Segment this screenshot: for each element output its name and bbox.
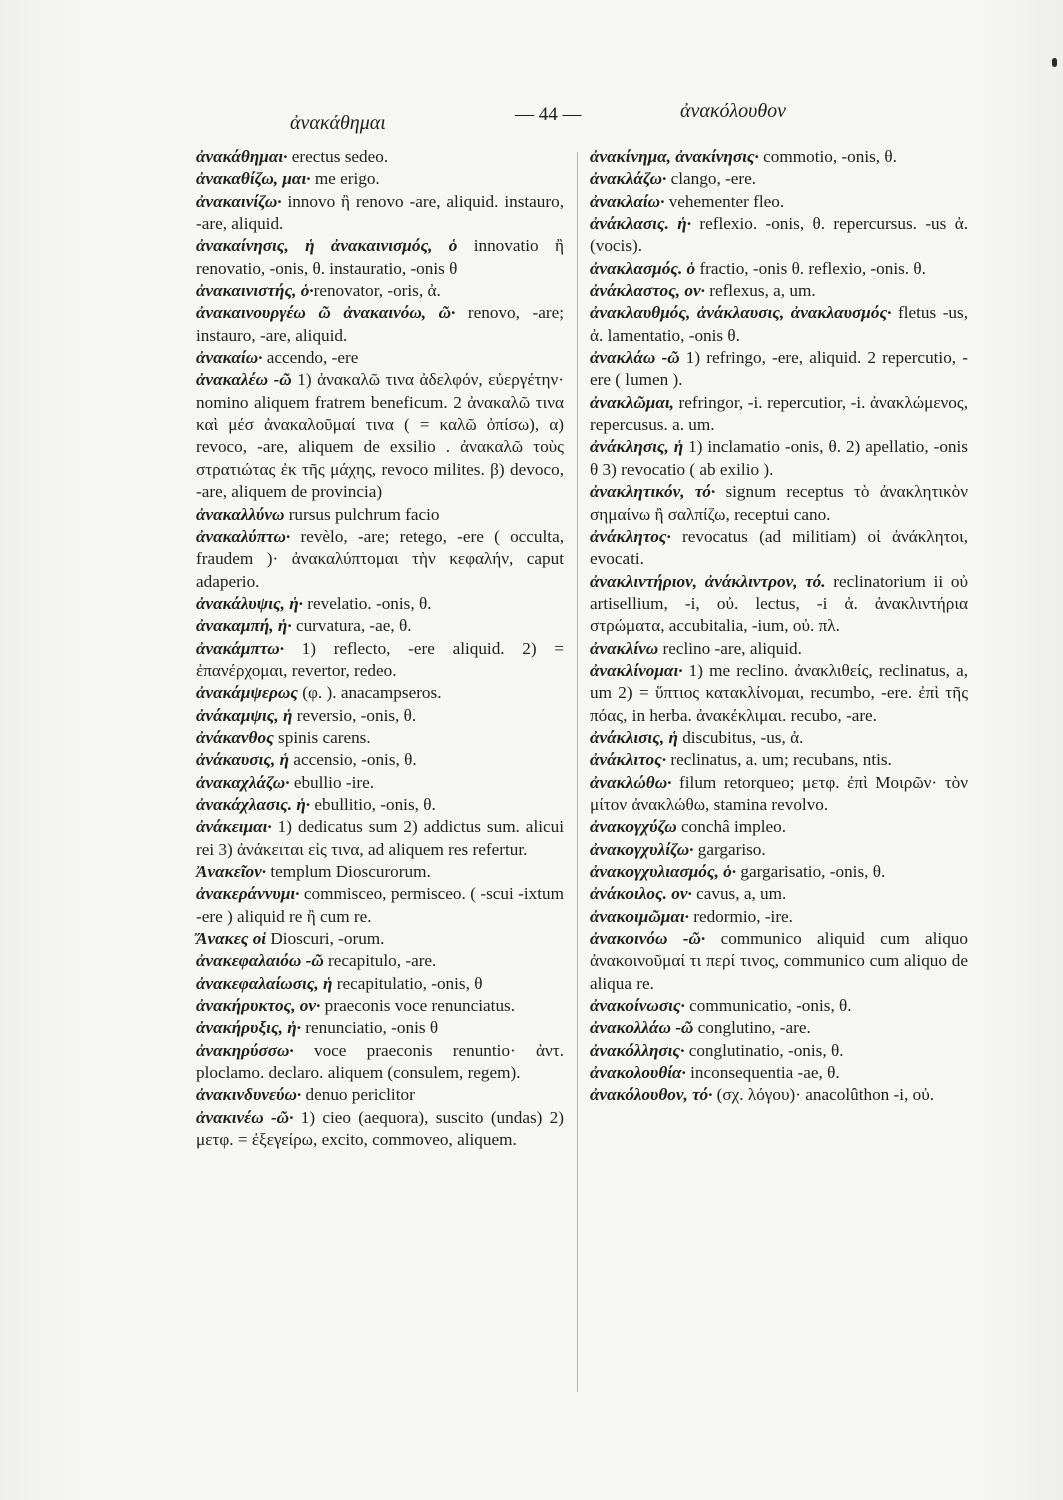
entry-definition: praeconis voce renunciatus. (320, 996, 516, 1016)
dictionary-entry (590, 749, 968, 771)
entry-definition: reclinatus, a. um; recubans, ntis. (666, 750, 892, 770)
header-right-guide-word: ἀνακόλουθον (680, 100, 787, 122)
entry-headword: ἀνακοιμῶμαι· (590, 906, 689, 926)
dictionary-entry (196, 235, 564, 280)
entry-headword: ἀνακάμψερως (196, 683, 298, 703)
entry-definition: redormio, -ire. (688, 906, 793, 926)
dictionary-entry (590, 347, 968, 392)
entry-definition: ebullio -ire. (289, 772, 374, 792)
right-column (590, 146, 968, 1107)
entry-headword: ἀνάκαμψις, ἡ (196, 705, 293, 725)
running-head (180, 100, 880, 136)
entry-definition: gargariso. (693, 839, 766, 859)
entry-headword: ἀνακαίω· (196, 348, 263, 368)
entry-definition: clango, -ere. (666, 169, 757, 189)
entry-definition: conglutinatio, -onis, θ. (684, 1040, 844, 1060)
entry-headword: ἀνακάμπτω· (196, 638, 284, 658)
dictionary-entry (196, 973, 564, 995)
entry-headword: ἀνακεράννυμι· (196, 884, 300, 904)
entry-definition: renovo, -are; instauro, -are, aliquid. (196, 303, 564, 345)
entry-headword: ἀνάκλισις, ἡ (590, 727, 678, 747)
entry-headword: ἀνακήρυξις, ἡ· (196, 1018, 301, 1038)
entry-headword: ἀνακλώθω· (590, 772, 672, 792)
entry-headword: ἀνακλητικόν, τό· (590, 482, 716, 502)
dictionary-entry (196, 146, 564, 168)
entry-headword: ἀνακλῶμαι, (590, 392, 674, 412)
entry-definition: spinis carens. (273, 727, 371, 747)
entry-headword: ἀνακαμπή, ἡ· (196, 616, 292, 636)
entry-definition: voce praeconis renuntio· ἀντ. ploclamo. declaro. aliquem (consulem, regem). (196, 1040, 564, 1083)
header-left-guide-word: ἀνακάθημαι (290, 112, 386, 134)
entry-headword: ἀνακαχλάζω· (196, 772, 290, 792)
entry-headword: ἀνακινέω -ῶ· (196, 1107, 294, 1127)
dictionary-entry (590, 302, 968, 347)
entry-headword: ἀνακλάω -ῶ (590, 348, 680, 368)
dictionary-entry (196, 1107, 564, 1152)
entry-definition: renovator, -oris, ἀ. (313, 281, 441, 301)
entry-headword: ἀνακλάζω· (590, 169, 667, 189)
page-speck (1052, 58, 1057, 67)
entry-definition: denuo periclitor (301, 1085, 415, 1105)
entry-definition: accendo, -ere (262, 348, 359, 368)
entry-definition: reflexio. -onis, θ. repercursus. -us ἀ. (vocis). (590, 214, 968, 256)
dictionary-entry (196, 526, 564, 593)
entry-headword: ἀνάκλησις, ἡ (590, 437, 684, 457)
dictionary-entry (590, 660, 968, 727)
dictionary-entry (590, 727, 968, 749)
dictionary-entry (590, 258, 968, 280)
entry-headword: ἀνακοινόω -ῶ· (590, 929, 706, 949)
entry-headword: ἀνακάθημαι· (196, 147, 288, 166)
entry-headword: ἀνακάχλασις. ἡ· (196, 794, 311, 814)
entry-definition: ebullitio, -onis, θ. (310, 794, 436, 814)
entry-definition: 1) me reclino. ἀνακλιθείς, reclinatus, a, um 2) = ὕπτιος κατακλίνομαι, recumbo, -ere. ἐπὶ τῆς πόας, in herba. ἀνακέκλιμαι. recubo, -are. (590, 660, 968, 725)
dictionary-entry (196, 168, 564, 190)
dictionary-entry (196, 727, 564, 749)
dictionary-entry (590, 436, 968, 481)
entry-definition: vehementer fleo. (664, 191, 785, 211)
dictionary-entry (590, 995, 968, 1017)
entry-definition: reclino -are, aliquid. (658, 638, 802, 658)
entry-headword: ἀνακολουθία· (590, 1063, 686, 1083)
entry-definition: templum Dioscurorum. (266, 862, 431, 881)
dictionary-entry (590, 883, 968, 905)
entry-headword: ἀνακόλλησις· (590, 1040, 685, 1060)
entry-headword: ἀνακαλέω -ῶ (196, 370, 292, 390)
entry-headword: ἀνακήρυκτος, ον· (196, 996, 321, 1016)
entry-headword: ἀνακαλύπτω· (196, 526, 291, 546)
entry-headword: ἀνάκειμαι· (196, 817, 272, 837)
dictionary-entry (196, 191, 564, 236)
dictionary-entry (590, 772, 968, 817)
entry-definition: commisceo, permisceo. ( -scui -ixtum -ere ) aliquid re ἢ cum re. (196, 884, 564, 926)
dictionary-entry (590, 839, 968, 861)
entry-headword: ἀνάκλιτος· (590, 750, 667, 770)
entry-definition: discubitus, -us, ἀ. (677, 727, 804, 747)
dictionary-entry (590, 1040, 968, 1062)
dictionary-entry (196, 369, 564, 503)
entry-definition: reflexus, a, um. (704, 281, 816, 301)
entry-headword: ἀνακαινιστής, ὁ· (196, 281, 314, 301)
dictionary-entry (590, 1084, 968, 1106)
entry-definition: recapitulo, -are. (323, 951, 437, 971)
dictionary-entry (590, 168, 968, 190)
entry-definition: gargarisatio, -onis, θ. (736, 862, 886, 881)
entry-definition: revèlo, -are; retego, -ere ( occulta, fraudem )· ἀνακαλύπτομαι τὴν κεφαλήν, caput adaperio. (196, 526, 564, 591)
dictionary-entry (196, 682, 564, 704)
dictionary-entry (590, 191, 968, 213)
entry-headword: ἀνακεφαλαιόω -ῶ (196, 951, 324, 971)
entry-headword: ἀνάκλαστος, ον· (590, 281, 705, 301)
entry-definition: renunciatio, -onis θ (300, 1018, 439, 1038)
entry-definition: fractio, -onis θ. reflexio, -onis. θ. (695, 258, 926, 278)
dictionary-entry (196, 593, 564, 615)
dictionary-entry (590, 861, 968, 883)
entry-definition: (σχ. λόγου)· anacolûthon -i, οὐ. (712, 1085, 935, 1105)
entry-definition: 1) reflecto, -ere aliquid. 2) = ἐπανέρχομαι, revertor, redeo. (196, 638, 564, 680)
dictionary-entry (590, 928, 968, 995)
entry-headword: ἀνακίνημα, ἀνακίνησις· (590, 147, 759, 166)
dictionary-entry (590, 392, 968, 437)
entry-headword: ἀνακεφαλαίωσις, ἡ (196, 973, 333, 993)
entry-definition: signum receptus τὸ ἀνακλητικὸν σημαίνω ἢ σαλπίζω, receptui cano. (590, 482, 968, 524)
entry-headword: ἀνακινδυνεύω· (196, 1085, 302, 1105)
dictionary-entry (196, 1017, 564, 1039)
dictionary-entry (590, 638, 968, 660)
entry-headword: ἀνακλιντήριον, ἀνάκλιντρον, τό. (590, 571, 826, 591)
dictionary-entry (196, 995, 564, 1017)
entry-headword: ἀνακολλάω -ῶ (590, 1018, 694, 1038)
entry-headword: ἀνάκοιλος. ον· (590, 884, 692, 904)
dictionary-entry (196, 638, 564, 683)
entry-headword: ἀνακλίνομαι· (590, 660, 683, 680)
dictionary-entry (590, 481, 968, 526)
entry-definition: filum retorqueo; μετφ. ἐπὶ Μοιρῶν· τὸν μίτον ἀνακλώθω, stamina revolvo. (590, 772, 968, 814)
entry-definition: reversio, -onis, θ. (292, 705, 417, 725)
entry-definition: fletus -us, ἀ. lamentatio, -onis θ. (590, 303, 968, 345)
left-column (196, 146, 564, 1151)
entry-headword: ἀνακαινουργέω ῶ ἀνακαινόω, ῶ· (196, 303, 456, 323)
entry-definition: recapitulatio, -onis, θ (332, 973, 483, 993)
entry-definition: refringor, -i. repercutior, -i. ἀνακλώμενος, repercusus. a. um. (590, 392, 968, 435)
dictionary-entry (590, 146, 968, 168)
dictionary-entry (590, 1062, 968, 1084)
entry-definition: me erigo. (310, 169, 380, 189)
entry-definition: communico aliquid cum aliquo ἀνακοινοῦμαί τι περί τινος, communico cum aliquo de aliqua re. (590, 929, 968, 993)
entry-headword: ἀνάκλασις. ἡ· (590, 214, 691, 234)
entry-headword: ἀνακηρύσσω· (196, 1040, 294, 1060)
entry-headword: ἀνακαινίζω· (196, 191, 282, 211)
entry-definition: commotio, -onis, θ. (758, 147, 897, 166)
entry-definition: innovatio ἢ renovatio, -onis, θ. instauratio, -onis θ (196, 236, 564, 278)
dictionary-entry (590, 280, 968, 302)
dictionary-entry (196, 749, 564, 771)
dictionary-entry (196, 302, 564, 347)
entry-definition: conglutino, -are. (693, 1018, 811, 1038)
column-divider (577, 152, 578, 1392)
entry-headword: ἀνακογχυλιασμός, ὁ· (590, 862, 737, 881)
entry-definition: revocatus (ad militiam) οἱ ἀνάκλητοι, evocati. (590, 526, 968, 569)
entry-definition: 1) dedicatus sum 2) addictus sum. alicui rei 3) ἀνάκειται εἰς τινα, ad aliquem res refertur. (196, 817, 564, 859)
entry-headword: Ἄνακες οἱ (196, 929, 267, 949)
dictionary-entry (590, 526, 968, 571)
dictionary-entry (196, 816, 564, 861)
dictionary-entry (196, 861, 564, 883)
entry-definition: 1) ἀνακαλῶ τινα ἀδελφόν, εὐεργέτην· nomino aliquem fratrem beneficum. 2 ἀνακαλῶ τινα καὶ μέσ ἀνακαλοῦμαί τινα ( = καλῶ ὀπίσω), α) revoco, -are, aliquem de exsilio . ἀνακαλῶ τοὺς στρατιώτας ἐκ τῆς μάχης, revoco milites. β) devoco, -are, aliquem de provincia) (196, 370, 564, 502)
entry-definition: 1) inclamatio -onis, θ. 2) apellatio, -onis θ 3) revocatio ( ab exilio ). (590, 437, 968, 479)
entry-headword: Ἀνακεῖον· (196, 862, 267, 881)
dictionary-entry (590, 906, 968, 928)
entry-headword: ἀνακλίνω (590, 638, 659, 658)
entry-definition: reclinatorium ii οὐ artisellium, -i, οὐ. lectus, -i ἀ. ἀνακλιντήρια στρώματα, accubitalia, -ium, οὐ. πλ. (590, 571, 968, 636)
entry-definition: accensio, -onis, θ. (289, 750, 417, 770)
entry-definition: rursus pulchrum facio (284, 504, 440, 524)
entry-headword: ἀνακλαυθμός, ἀνάκλαυσις, ἀνακλαυσμός· (590, 303, 892, 323)
dictionary-entry (196, 1040, 564, 1085)
entry-headword: ἀνάκαυσις, ἡ (196, 750, 290, 770)
dictionary-entry (196, 772, 564, 794)
entry-headword: ἀνακαλλύνω (196, 504, 285, 524)
dictionary-entry (590, 213, 968, 258)
entry-definition: revelatio. -onis, θ. (302, 593, 432, 613)
entry-definition: curvatura, -ae, θ. (291, 616, 412, 636)
entry-definition: (φ. ). anacampseros. (297, 683, 442, 703)
dictionary-entry (196, 883, 564, 928)
dictionary-entry (196, 928, 564, 950)
page-number: — 44 — (515, 104, 582, 125)
entry-headword: ἀνάκλητος· (590, 526, 671, 546)
entry-definition: 1) cieo (aequora), suscito (undas) 2) μετφ. = ἐξεγείρω, excito, commoveo, aliquem. (196, 1107, 564, 1150)
dictionary-entry (196, 504, 564, 526)
entry-headword: ἀνακογχύζω (590, 817, 677, 837)
entry-definition: 1) refringo, -ere, aliquid. 2 repercutio, -ere ( lumen ). (590, 348, 968, 390)
entry-definition: inconsequentia -ae, θ. (685, 1063, 840, 1083)
dictionary-entry (590, 1017, 968, 1039)
dictionary-entry (196, 615, 564, 637)
dictionary-entry (196, 1084, 564, 1106)
entry-headword: ἀνακάλυψις, ἡ· (196, 593, 303, 613)
entry-headword: ἀνακογχυλίζω· (590, 839, 694, 859)
entry-headword: ἀνακόλουθον, τό· (590, 1085, 713, 1105)
entry-definition: erectus sedeo. (287, 147, 389, 166)
entry-headword: ἀνακοίνωσις· (590, 996, 685, 1016)
entry-definition: innovo ἢ renovo -are, aliquid. instauro, -are, aliquid. (196, 191, 564, 234)
dictionary-entry (196, 705, 564, 727)
dictionary-entry (196, 950, 564, 972)
entry-definition: cavus, a, um. (691, 884, 787, 904)
dictionary-entry (196, 347, 564, 369)
entry-definition: conchâ impleo. (676, 817, 787, 837)
dictionary-entry (196, 280, 564, 302)
entry-definition: Dioscuri, -orum. (266, 929, 385, 949)
entry-definition: communicatio, -onis, θ. (684, 996, 852, 1016)
dictionary-entry (196, 794, 564, 816)
entry-headword: ἀνακλασμός. ὁ (590, 258, 696, 278)
entry-headword: ἀνάκανθος (196, 727, 274, 747)
entry-headword: ἀνακαθίζω, μαι· (196, 169, 311, 189)
entry-headword: ἀνακαίνησις, ἡ ἀνακαινισμός, ὁ (196, 236, 458, 256)
dictionary-entry (590, 571, 968, 638)
entry-headword: ἀνακλαίω· (590, 191, 665, 211)
dictionary-entry (590, 816, 968, 838)
